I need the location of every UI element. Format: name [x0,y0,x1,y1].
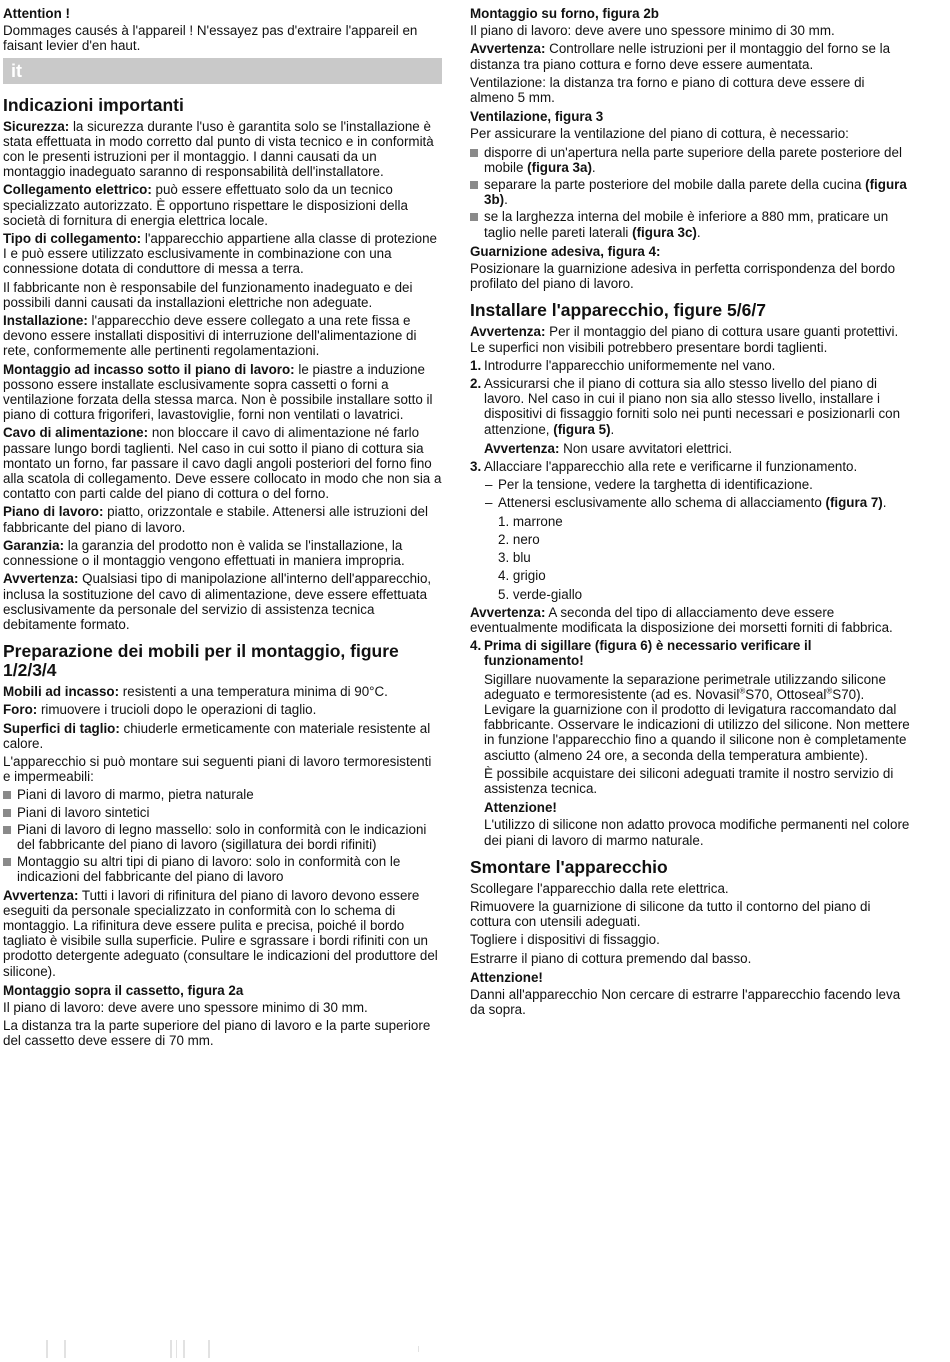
step-number: 3. [470,459,482,475]
text-collegamento: può essere effettuato solo da un tecnico specializzato autorizzato. È opportuno rispettare le disposizioni della società di fornitura di energia elettrica locale. [3,182,408,228]
para-tipo [3,231,442,277]
label-sicurezza: Sicurezza: [3,118,70,134]
text-superfici: chiuderle ermeticamente con materiale resistente al calore. [3,720,431,751]
para-sicurezza [3,119,442,180]
list-item [470,209,910,239]
text-cavo: non bloccare il cavo di alimentazione né farlo passare lungo bordi taglienti. Nel caso in cui sotto il piano di cottura sia montato un forno, far passare il cavo dagli angoli posteriori del forno fino alla scatola di collegamento. Deve essere collocato in modo che non sia a contatto con parti calde del piano di cottura o del forno. [3,425,442,502]
step-4 [470,638,910,848]
step-4-text-c: S70). Levigare la guarnizione con il prodotto di levigatura raccomandato dal fabbricante. Osservare le indicazioni di utilizzo del silicone. Non mettere in funzione l'apparecchio fino a quando il silicone non è completamente asciutto (almeno 24 ore, a seconda della temperatura ambiente). [484,686,910,763]
right-column [470,6,910,1020]
wire-item: 4. grigio [498,568,546,584]
para-installazione [3,313,442,359]
list-item-text: Attenersi esclusivamente allo schema di allacciamento [498,495,826,511]
install-steps-cont [470,638,910,848]
step-4-text-b: S70, Ottoseal [745,686,827,702]
step-4-attention-title: Attenzione! [484,800,557,816]
wire-item: 1. marrone [498,513,563,529]
print-mark [183,1340,185,1358]
para-smontare-3: Togliere i dispositivi di fissaggio. [470,932,660,948]
list-item-end: . [504,192,508,208]
list-item [470,145,910,175]
wire-color-list [484,514,910,602]
para-avvertenza-2 [3,888,442,979]
text-mobili: resistenti a una temperatura minima di 90°C. [119,684,388,700]
para-guarnizione: Posizionare la guarnizione adesiva in perfetta corrispondenza del bordo profilato del piano di lavoro. [470,261,896,292]
list-item [484,477,910,492]
text-sicurezza: la sicurezza durante l'uso è garantita solo se l'installazione è stata effettuata in modo corretto dal punto di vista tecnico e in conformità con le presenti istruzioni per il montaggio. I danni causati da un montaggio inadeguato saranno di responsabilità dell'installatore. [3,118,434,180]
language-code: it [11,60,22,81]
list-item [3,854,442,884]
print-marks-footer [0,1336,950,1362]
print-mark [46,1340,48,1358]
text-montaggio-incasso: le piastre a induzione possono essere installate esclusivamente sopra cassetti o forni a ventilazione forzata della stessa marca. Non è possibile installare sotto il piano di cottura frigoriferi, lavastoviglie, forni non ventilati o lavatrici. [3,361,433,423]
text-piano: piatto, orizzontale e stabile. Attenersi alle istruzioni del fabbricante del piano di lavoro. [3,504,428,535]
step-4-para-2: È possibile acquistare dei siliconi adeguati tramite il nostro servizio di assistenza tecnica. [484,765,894,796]
heading-preparazione: Preparazione dei mobili per il montaggio, figure 1/2/3/4 [3,641,399,681]
label-montaggio-incasso: Montaggio ad incasso sotto il piano di lavoro: [3,361,295,377]
text-garanzia: la garanzia del prodotto non è valida se l'installazione, la connessione o il montaggio vengono effettuati in maniera impropria. [3,537,405,569]
step-2-body: Assicurarsi che il piano di cottura sia allo stesso livello del piano di lavoro. Nel caso in cui il piano non sia allo stesso livello, installare i dispositivi di fissaggio forniti solo nei punti necessari e posizionarli con attenzione, [484,376,901,437]
para-montare: L'apparecchio si può montare sui seguenti piani di lavoro termoresistenti e impermeabili: [3,753,432,785]
list-item-text: Per la tensione, vedere la targhetta di identificazione. [498,477,813,493]
label-avvertenza-2: Avvertenza: [3,887,79,903]
heading-important: Indicazioni importanti [3,94,184,115]
figure-ref: (figura 7) [825,495,883,511]
final-attention-text: Danni all'apparecchio Non cercare di estrarre l'apparecchio facendo leva da sopra. [470,986,901,1018]
list-item [3,805,442,820]
square-bullet-icon [470,181,478,189]
label-step-2-warning: Avvertenza: [484,440,560,456]
final-attention-title: Attenzione! [470,969,543,985]
list-item-end: . [882,495,887,511]
para-montaggio-incasso [3,362,442,423]
para-collegamento [3,182,442,228]
label-superfici: Superfici di taglio: [3,720,120,736]
step-1 [470,358,910,373]
figure-ref: (figura 3c) [632,224,697,240]
para-avvertenza [3,571,442,632]
step-2-end: . [610,421,615,437]
heading-installare: Installare l'apparecchio, figure 5/6/7 [470,300,766,321]
label-avvertenza: Avvertenza: [3,571,79,587]
step-4-attention-text: L'utilizzo di silicone non adatto provoca modifiche permanenti nel colore dei piani di lavoro di marmo naturale. [484,817,910,848]
para-forno-avvertenza [470,41,910,71]
step-text: Introdurre l'apparecchio uniformemente nel vano. [484,357,776,373]
print-mark [170,1340,172,1358]
step-2 [470,376,910,456]
label-piano: Piano di lavoro: [3,504,104,520]
list-item [484,495,910,510]
attention-title: Attention ! [3,6,70,21]
text-install-avvertenza: Per il montaggio del piano di cottura usare guanti protettivi. Le superfici non visibili potrebbero presentare bordi taglienti. [470,324,899,355]
square-bullet-icon [3,809,11,817]
dash-bullet: – [485,477,493,493]
step-2-warning [484,441,910,456]
label-collegamento: Collegamento elettrico: [3,182,152,198]
text-installazione: l'apparecchio deve essere collegato a una rete fissa e devono essere installati dispositivi di interruzione dell'alimentazione di rete, conformemente alle pertinenti regolamentazioni. [3,313,417,359]
label-morsetti: Avvertenza: [470,604,546,620]
registered-mark: ® [826,686,833,696]
step-text [484,376,910,437]
step-number: 2. [470,376,482,392]
para-cavo [3,425,442,501]
text-forno-avvertenza: Controllare nelle istruzioni per il montaggio del forno se la distanza tra piano cottura e forno deve essere aumentata. [470,41,891,72]
step-4-para-1 [484,672,910,763]
para-ventilazione-distance: Ventilazione: la distanza tra forno e piano di cottura deve essere di almeno 5 mm. [470,74,865,106]
worktop-list [3,787,442,884]
left-column [3,6,442,1052]
install-steps [470,358,910,602]
para-cassetto-2: La distanza tra la parte superiore del piano di lavoro e la parte superiore del cassetto deve essere di 70 mm. [3,1018,431,1049]
step-3-sublist [484,477,910,510]
label-cavo: Cavo di alimentazione: [3,425,149,441]
list-item-text: Piani di lavoro di marmo, pietra naturale [17,787,254,803]
label-garanzia: Garanzia: [3,537,65,553]
para-garanzia [3,538,442,568]
list-item [3,787,442,802]
step-3 [470,459,910,602]
print-mark [208,1340,210,1358]
list-item-text: Piani di lavoro sintetici [17,804,150,820]
label-tipo: Tipo di collegamento: [3,231,142,247]
text-morsetti: A seconda del tipo di allacciamento deve essere eventualmente modificata la disposizione dei morsetti forniti di fabbrica. [470,604,893,635]
para-ventilazione-intro: Per assicurare la ventilazione del piano di cottura, è necessario: [470,126,849,142]
print-mark [418,1346,419,1352]
para-mobili [3,684,442,699]
text-step-2-warning: Non usare avvitatori elettrici. [559,440,733,456]
figure-ref: (figura 5) [553,421,611,437]
print-mark [176,1340,177,1358]
step-number: 1. [470,357,482,373]
step-text: Allacciare l'apparecchio alla rete e verificarne il funzionamento. [484,459,858,475]
step-4-title: Prima di sigillare (figura 6) è necessario verificare il funzionamento! [484,638,812,669]
para-fabbricante: Il fabbricante non è responsabile del funzionamento inadeguato e dei possibili danni causati da installazioni elettriche non adeguate. [3,279,413,310]
para-superfici [3,721,442,751]
square-bullet-icon [3,826,11,834]
step-4-text-a: Sigillare nuovamente la separazione perimetrale utilizzando silicone adeguato e termoresistente (ad es. Novasil [484,671,886,702]
text-foro: rimuovere i trucioli dopo le operazioni di taglio. [37,702,317,718]
square-bullet-icon [470,213,478,221]
step-number: 4. [470,638,482,654]
wire-item: 3. blu [498,550,531,566]
list-item [3,822,442,852]
attention-text: Dommages causés à l'appareil ! N'essayez pas d'extraire l'appareil en faisant levier d'en haut. [3,23,418,54]
heading-guarnizione: Guarnizione adesiva, figura 4: [470,243,661,259]
text-avvertenza: Qualsiasi tipo di manipolazione all'interno dell'apparecchio, inclusa la sostituzione del cavo di alimentazione, deve essere effettuata esclusivamente da personale del servizio di assistenza tecnica debitamente formato. [3,571,432,632]
para-foro [3,702,442,717]
para-cassetto-1: Il piano di lavoro: deve avere uno spessore minimo di 30 mm. [3,999,368,1015]
heading-smontare: Smontare l'apparecchio [470,856,668,877]
figure-ref: (figura 3b) [484,177,907,208]
list-item [470,177,910,207]
list-item-text: separare la parte posteriore del mobile dalla parete della cucina [484,177,866,193]
list-item-text: se la larghezza interna del mobile è inferiore a 880 mm, praticare un taglio nelle pareti laterali [484,209,889,240]
text-tipo: l'apparecchio appartiene alla classe di protezione I e può essere utilizzato esclusivamente in combinazione con una connessione dotata di conduttore di messa a terra. [3,231,437,277]
registered-mark: ® [739,686,746,696]
list-item-text: disporre di un'apertura nella parte superiore della parete posteriore del mobile [484,144,902,175]
language-bar [3,58,442,84]
label-foro: Foro: [3,702,38,718]
heading-ventilazione: Ventilazione, figura 3 [470,109,604,125]
para-smontare-4: Estrarre il piano di cottura premendo dal basso. [470,950,752,966]
print-mark [64,1340,66,1358]
square-bullet-icon [3,791,11,799]
dash-bullet: – [485,495,493,511]
wire-item: 5. verde-giallo [498,586,583,602]
list-item-text: Piani di lavoro di legno massello: solo in conformità con le indicazioni del fabbricante del piano di lavoro (sigillatura dei bordi rifiniti) [17,821,427,852]
wire-item: 2. nero [498,531,540,547]
square-bullet-icon [470,149,478,157]
list-item-end: . [591,159,596,175]
list-item-end: . [696,224,701,240]
label-mobili: Mobili ad incasso: [3,684,120,700]
para-piano [3,504,442,534]
list-item-text: Montaggio su altri tipi di piano di lavoro: solo in conformità con le indicazioni del fabbricante del piano di lavoro [17,854,401,885]
figure-ref: (figura 3a) [527,159,592,175]
para-install-avvertenza [470,324,910,354]
heading-cassetto: Montaggio sopra il cassetto, figura 2a [3,982,244,998]
label-install-avvertenza: Avvertenza: [470,324,546,340]
label-installazione: Installazione: [3,313,88,329]
heading-forno: Montaggio su forno, figura 2b [470,6,659,21]
ventilation-list [470,145,910,240]
para-morsetti [470,605,910,635]
para-forno-1: Il piano di lavoro: deve avere uno spessore minimo di 30 mm. [470,23,835,39]
text-avvertenza-2: Tutti i lavori di rifinitura del piano di lavoro devono essere eseguiti da personale specializzato in conformità con lo schema di montaggio. La rifinitura deve essere pulita e precisa, poiché il bordo tagliato è visibile sulla superficie. Pulire e sgrassare i bordi rifiniti con un prodotto detergente adeguato (consultare le indicazioni del produttore del silicone). [3,887,438,979]
para-smontare-1: Scollegare l'apparecchio dalla rete elettrica. [470,880,729,896]
label-forno-avvertenza: Avvertenza: [470,41,546,57]
para-smontare-2: Rimuovere la guarnizione di silicone da tutto il contorno del piano di cottura con utensili adeguati. [470,898,871,930]
square-bullet-icon [3,858,11,866]
